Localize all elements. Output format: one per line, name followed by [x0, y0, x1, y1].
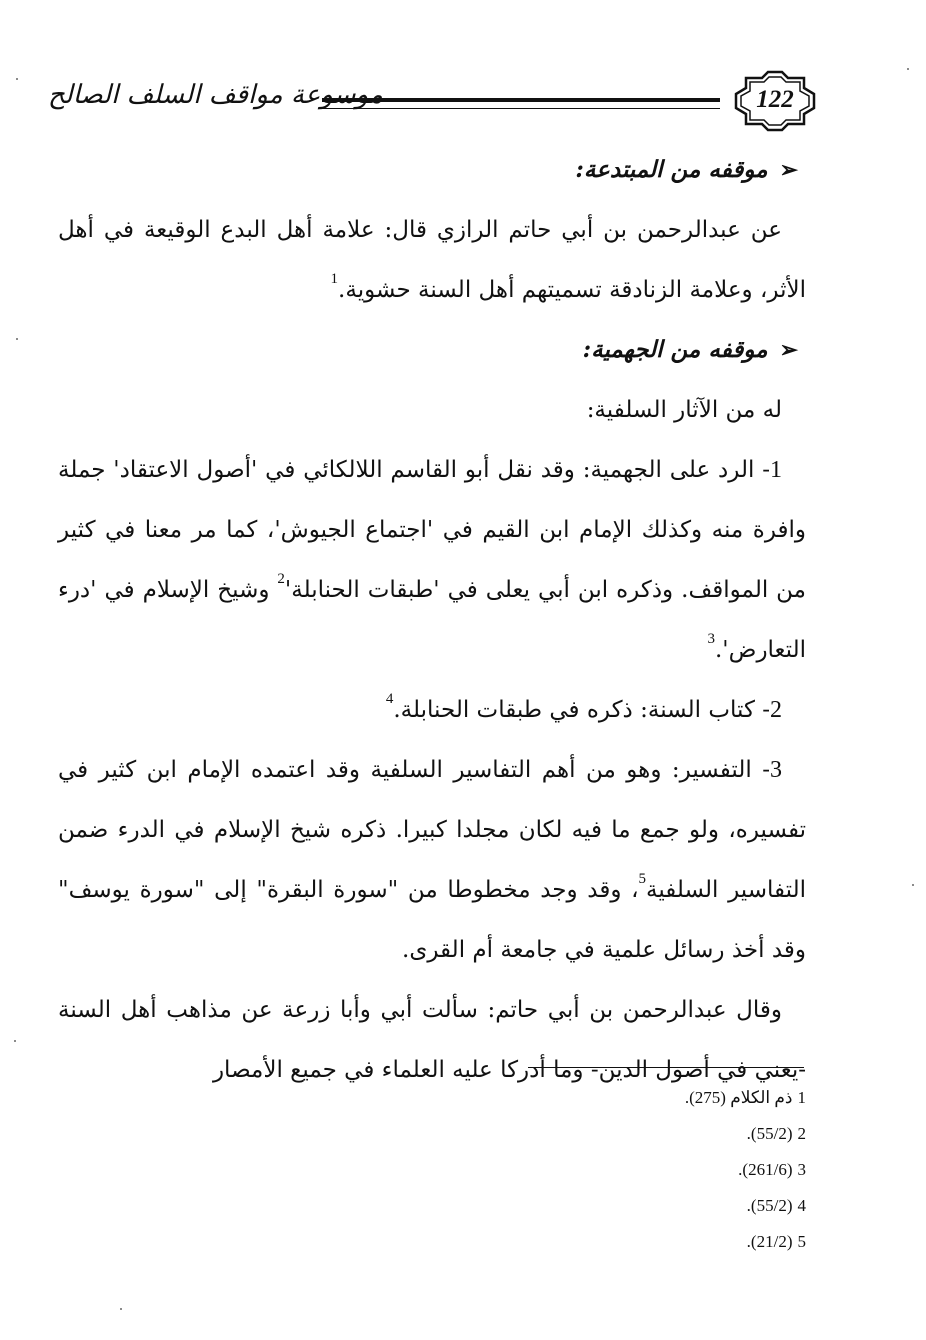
book-title: موسوعة مواقف السلف الصالح	[48, 80, 383, 110]
paragraph: عن عبدالرحمن بن أبي حاتم الرازي قال: علامة أهل البدع الوقيعة في أهل الأثر، وعلامة الزنادقة تسميتهم أهل السنة حشوية.$^1$	[58, 217, 806, 303]
footnotes	[520, 1080, 806, 1260]
page-header	[30, 70, 810, 130]
arrowhead-icon: ➢	[779, 337, 798, 363]
section-heading: ➢موقفه من المبتدعة:	[575, 156, 798, 183]
list-item: 1- الرد على الجهمية: وقد نقل أبو القاسم اللالكائي في 'أصول الاعتقاد' جملة وافرة منه وكذلك الإمام ابن القيم في 'اجتماع الجيوش'، كما مر معنا في كثير من المواقف. وذكره ابن أبي يعلى في 'طبقات $الحنابلة'^2$ وشيخ الإسلام في 'درء التعارض'.$^3$	[58, 457, 807, 663]
arrowhead-icon: ➢	[779, 157, 798, 183]
footnote: 5(21/2).	[746, 1232, 806, 1251]
footnote-ref: 4	[385, 691, 394, 707]
page-number-badge	[732, 70, 818, 132]
footnote-ref: 5	[638, 871, 647, 887]
footnote: 3(261/6).	[738, 1160, 806, 1179]
page-number: 122	[756, 86, 794, 113]
header-rule	[322, 98, 720, 109]
footnote-ref: 2	[277, 571, 285, 587]
section-heading: ➢موقفه من الجهمية:	[582, 336, 798, 363]
footnote-ref: 3	[707, 631, 715, 647]
list-item: 2- كتاب السنة: ذكره في طبقات الحنابلة.$^4$	[385, 691, 782, 723]
scan-speck	[120, 1308, 122, 1310]
scan-speck	[912, 884, 914, 886]
footnote-separator	[528, 1067, 804, 1068]
scan-speck	[16, 78, 18, 80]
scan-speck	[16, 338, 18, 340]
footnote: 2(55/2).	[746, 1124, 806, 1143]
scan-speck	[14, 1040, 16, 1042]
footnote: 1ذم الكلام (275).	[684, 1088, 806, 1107]
paragraph: وقال عبدالرحمن بن أبي حاتم: سألت أبي وأبا زرعة عن مذاهب أهل السنة -يعني في أصول الدين- وما أدركا عليه العلماء في جميع الأمصار	[58, 997, 806, 1083]
scan-speck	[907, 68, 909, 70]
paragraph: له من الآثار السلفية:	[586, 397, 782, 423]
footnote-ref: 1	[330, 271, 339, 287]
main-text	[58, 140, 806, 1100]
footnote: 4(55/2).	[746, 1196, 806, 1215]
list-item: 3- التفسير: وهو من أهم التفاسير السلفية وقد اعتمده الإمام ابن كثير في تفسيره، ولو جمع ما فيه لكان مجلدا كبيرا. ذكره شيخ الإسلام في الدرء ضمن التفاسير السلفية$^5$، وقد وجد مخطوطا من "سورة البقرة" إلى "سورة يوسف" وقد أخذ رسائل علمية في جامعة أم القرى.	[58, 757, 806, 963]
